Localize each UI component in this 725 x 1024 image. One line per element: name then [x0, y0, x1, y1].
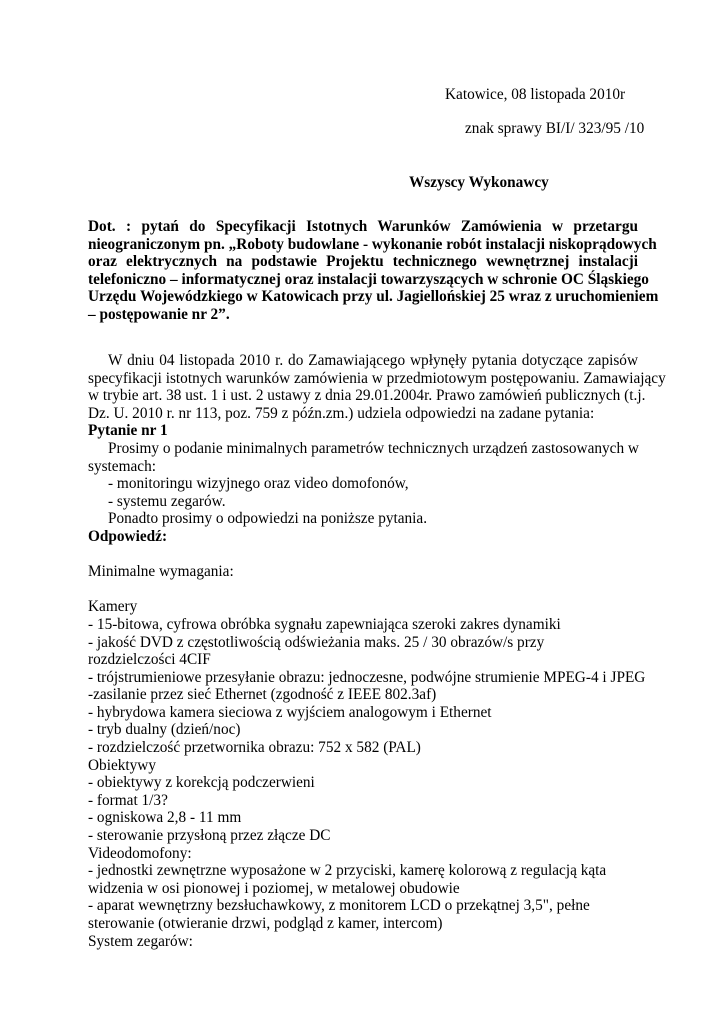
subject-line: oraz elektrycznych na podstawie Projektu technicznego wewnętrznej instalacji [88, 253, 638, 271]
document-date: Katowice, 08 listopada 2010r [445, 86, 626, 103]
camera-item: - rozdzielczość przetwornika obrazu: 752 x 582 (PAL) [88, 739, 421, 757]
question-item: - monitoringu wizyjnego oraz video domofonów, [108, 475, 409, 493]
intercom-item: widzenia w osi pionowej i poziomej, w metalowej obudowie [88, 879, 460, 897]
camera-item: - hybrydowa kamera sieciowa z wyjściem analogowym i Ethernet [88, 703, 492, 721]
spacer [88, 546, 638, 564]
spacer [88, 581, 638, 599]
question-closing: Ponadto prosimy o odpowiedzi na poniższe pytania. [108, 510, 428, 528]
answer-heading: Odpowiedź: [88, 527, 168, 545]
intro-line: w trybie art. 38 ust. 1 i ust. 2 ustawy z dnia 29.01.2004r. Prawo zamówień publicznych (t.j. [88, 387, 646, 405]
camera-item: - trójstrumieniowe przesyłanie obrazu: jednoczesne, podwójne strumienie MPEG-4 i JPEG [88, 668, 646, 686]
intro-line: Dz. U. 2010 r. nr 113, poz. 759 z późn.zm.) udziela odpowiedzi na zadane pytania: [88, 404, 595, 422]
camera-item: - tryb dualny (dzień/noc) [88, 721, 241, 739]
clock-heading: System zegarów: [88, 932, 193, 950]
camera-item: - jakość DVD z częstotliwością odświeżania maks. 25 / 30 obrazów/s przy [88, 633, 545, 651]
intro-line: W dniu 04 listopada 2010 r. do Zamawiającego wpłynęły pytania dotyczące zapisów [108, 352, 638, 369]
camera-item: rozdzielczości 4CIF [88, 651, 211, 669]
camera-item: -zasilanie przez sieć Ethernet (zgodność z IEEE 802.3af) [88, 686, 437, 704]
subject-line: Dot. : pytań do Specyfikacji Istotnych Warunków Zamówienia w przetargu [88, 218, 638, 235]
question-item: - systemu zegarów. [108, 492, 226, 510]
subject-line: – postępowanie nr 2”. [88, 305, 230, 323]
camera-item: - 15-bitowa, cyfrowa obróbka sygnału zapewniająca szeroki zakres dynamiki [88, 615, 561, 633]
subject-line: telefoniczno – informatycznej oraz instalacji towarzyszących w schronie OC Śląskiego [88, 270, 649, 288]
intercom-item: - aparat wewnętrzny bezsłuchawkowy, z monitorem LCD o przekątnej 3,5", pełne [88, 897, 590, 915]
intercom-heading: Videodomofony: [88, 844, 192, 862]
question-line: systemach: [88, 457, 156, 475]
document-body [88, 352, 666, 950]
intercom-item: sterowanie (otwieranie drzwi, podgląd z kamer, intercom) [88, 915, 443, 932]
question-line: Prosimy o podanie minimalnych parametrów technicznych urządzeń zastosowanych w [108, 439, 639, 457]
cameras-heading: Kamery [88, 598, 138, 616]
case-reference: znak sprawy BI/I/ 323/95 /10 [465, 120, 645, 137]
lenses-heading: Obiektywy [88, 756, 156, 774]
recipient: Wszyscy Wykonawcy [409, 174, 549, 191]
subject-line: nieograniczonym pn. „Roboty budowlane - wykonanie robót instalacji niskoprądowych [88, 235, 657, 253]
lens-item: - ogniskowa 2,8 - 11 mm [88, 809, 242, 827]
intercom-item: - jednostki zewnętrzne wyposażone w 2 przyciski, kamerę kolorową z regulacją kąta [88, 862, 607, 880]
lens-item: - obiektywy z korekcją podczerwieni [88, 774, 315, 792]
subject-block [88, 218, 659, 324]
subject-line: Urzędu Wojewódzkiego w Katowicach przy ul. Jagiellońskiej 25 wraz z uruchomieniem [88, 288, 659, 306]
lens-item: - format 1/3? [88, 791, 168, 809]
question-heading: Pytanie nr 1 [88, 422, 168, 440]
lens-item: - sterowanie przysłoną przez złącze DC [88, 827, 331, 845]
min-requirements: Minimalne wymagania: [88, 563, 234, 581]
intro-line: specyfikacji istotnych warunków zamówienia w przedmiotowym postępowaniu. Zamawiający [88, 369, 666, 387]
